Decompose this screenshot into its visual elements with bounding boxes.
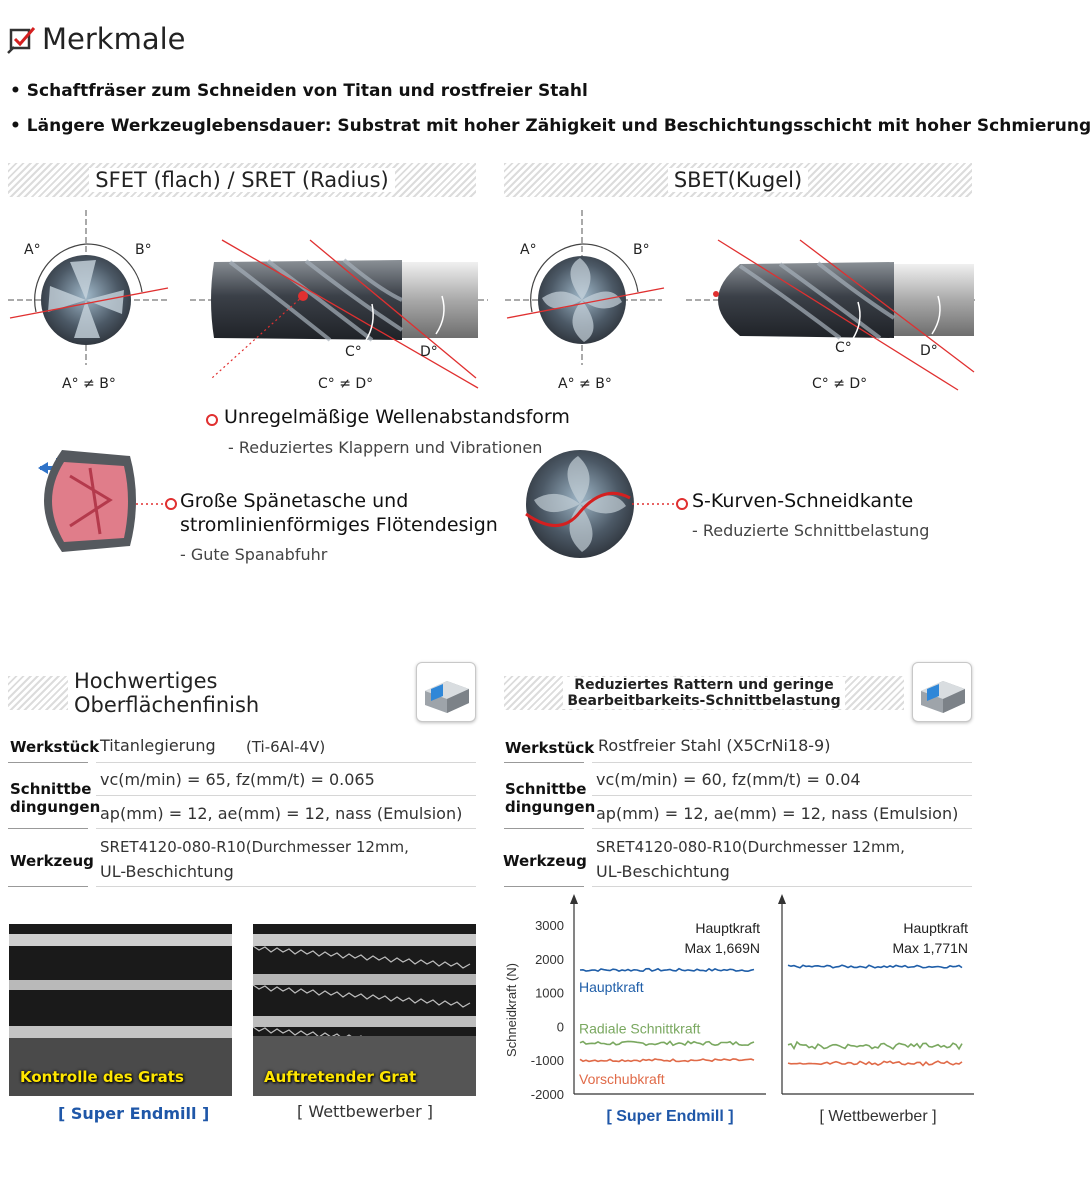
right-werkzeug-label: Werkzeug xyxy=(503,852,587,870)
page-title: Merkmale xyxy=(42,22,186,56)
y-tick-label: -2000 xyxy=(530,1087,564,1102)
divider xyxy=(8,828,88,829)
label-super-endmill-photo: [ Super Endmill ] xyxy=(58,1104,210,1123)
callout-dot-scurve xyxy=(676,498,688,510)
s-curve-illustration xyxy=(526,450,684,558)
divider xyxy=(8,886,88,887)
photo-caption-competitor: Auftretender Grat xyxy=(264,1068,417,1086)
left-schnitt-label-1: Schnittbe xyxy=(10,780,92,798)
y-axis-label: Schneidkraft (N) xyxy=(504,963,519,1057)
divider xyxy=(592,795,972,796)
series-line-vorschubkraft xyxy=(788,1061,962,1065)
workpiece-block-icon xyxy=(913,663,971,721)
left-schnitt-value-2: ap(mm) = 12, ae(mm) = 12, nass (Emulsion) xyxy=(100,804,463,823)
left-werkzeug-value-2: UL-Beschichtung xyxy=(100,862,234,881)
y-tick-label: -1000 xyxy=(530,1053,564,1069)
left-schnitt-value-1: vc(m/min) = 65, fz(mm/t) = 0.065 xyxy=(100,770,375,789)
annotation-hauptkraft: Hauptkraft xyxy=(695,920,760,936)
right-schnitt-label-2: dingungen xyxy=(505,798,596,816)
chart-panel-label: [ Wettbewerber ] xyxy=(819,1108,937,1125)
feature-wave-sub: - Reduziertes Klappern und Vibrationen xyxy=(228,438,543,457)
banner-chatter-line-2: Bearbeitbarkeits-Schnittbelastung xyxy=(567,693,841,709)
feature-bullet-2: • Längere Werkzeuglebensdauer: Substrat mit hoher Zähigkeit und Beschichtungsschicht mit hoher Schmierung xyxy=(10,116,1091,136)
divider xyxy=(592,762,972,763)
y-tick-label: 1000 xyxy=(535,985,564,1001)
label-c-left: C° xyxy=(345,344,362,360)
y-tick-label: 0 xyxy=(556,1019,564,1035)
sfet-side-view xyxy=(190,240,488,388)
workpiece-icon-box-left xyxy=(416,662,476,722)
divider xyxy=(592,828,972,829)
callout-dot-pocket xyxy=(165,498,177,510)
sbet-end-view xyxy=(505,210,664,365)
y-tick-label: 3000 xyxy=(535,918,564,933)
banner-sbet: SBET(Kugel) xyxy=(504,163,972,197)
chip-pocket-illustration xyxy=(38,450,176,552)
banner-chatter xyxy=(504,676,904,710)
label-b-left: B° xyxy=(135,242,152,258)
left-schnitt-label-2: dingungen xyxy=(10,798,101,816)
divider xyxy=(96,828,476,829)
y-axis-arrow xyxy=(570,894,578,904)
series-line-radiale-schnittkraft xyxy=(788,1042,962,1049)
label-cd-neq-right: C° ≠ D° xyxy=(812,376,868,392)
series-line-vorschubkraft xyxy=(580,1059,754,1062)
label-d-right: D° xyxy=(920,343,938,359)
feature-scurve-sub: - Reduzierte Schnittbelastung xyxy=(692,521,930,540)
feature-scurve-title: S-Kurven-Schneidkante xyxy=(692,490,914,512)
series-line-radiale-schnittkraft xyxy=(580,1041,754,1045)
banner-chatter-line-1: Reduziertes Rattern und geringe xyxy=(574,677,834,693)
feature-bullet-1: • Schaftfräser zum Schneiden von Titan und rostfreier Stahl xyxy=(10,81,588,101)
series-line-hauptkraft xyxy=(788,965,962,968)
label-ab-neq-right: A° ≠ B° xyxy=(558,376,612,392)
right-schnitt-label-1: Schnittbe xyxy=(505,780,587,798)
right-werkstueck-value: Rostfreier Stahl (X5CrNi18-9) xyxy=(598,736,831,755)
section-header xyxy=(8,22,186,56)
banner-chatter-text xyxy=(563,677,844,709)
checkbox-check-icon xyxy=(8,25,36,53)
divider xyxy=(96,886,476,887)
legend-label-vorschubkraft: Vorschubkraft xyxy=(579,1071,665,1088)
divider xyxy=(504,886,584,887)
feature-pocket-title-2: stromlinienförmiges Flötendesign xyxy=(180,514,498,536)
label-d-left: D° xyxy=(420,344,438,360)
label-a-right: A° xyxy=(520,242,537,258)
feature-wave-title: Unregelmäßige Wellenabstandsform xyxy=(224,406,570,428)
right-werkzeug-value-2: UL-Beschichtung xyxy=(596,862,730,881)
legend-label-hauptkraft: Hauptkraft xyxy=(579,978,644,995)
label-a-left: A° xyxy=(24,242,41,258)
callout-dot-wave xyxy=(206,414,218,426)
photo-caption-super: Kontrolle des Grats xyxy=(20,1068,184,1086)
annotation-hauptkraft: Hauptkraft xyxy=(903,920,968,936)
annotation-max-force: Max 1,771N xyxy=(892,940,968,956)
divider xyxy=(96,795,476,796)
banner-sfet-sret: SFET (flach) / SRET (Radius) xyxy=(8,163,476,197)
feature-pocket-title-1: Große Spänetasche und xyxy=(180,490,409,512)
divider xyxy=(504,828,584,829)
left-werkzeug-label: Werkzeug xyxy=(10,852,94,870)
label-cd-neq-left: C° ≠ D° xyxy=(318,376,374,392)
divider xyxy=(96,762,476,763)
divider xyxy=(592,886,972,887)
sfet-end-view xyxy=(8,210,168,365)
legend-label-radiale-schnittkraft: Radiale Schnittkraft xyxy=(579,1020,701,1037)
workpiece-block-icon xyxy=(417,663,475,721)
y-axis-arrow xyxy=(778,894,786,904)
sbet-side-view xyxy=(686,240,975,390)
label-b-right: B° xyxy=(633,242,650,258)
left-werkstueck-extra: (Ti-6Al-4V) xyxy=(246,738,326,756)
y-tick-label: 2000 xyxy=(535,951,564,967)
left-werkzeug-value-1: SRET4120-080-R10(Durchmesser 12mm, xyxy=(100,838,409,856)
right-werkstueck-label: Werkstück xyxy=(505,739,595,757)
workpiece-icon-box-right xyxy=(912,662,972,722)
right-schnitt-value-2: ap(mm) = 12, ae(mm) = 12, nass (Emulsion) xyxy=(596,804,959,823)
banner-surface-finish: Hochwertiges Oberflächenfinish xyxy=(8,676,408,710)
annotation-max-force: Max 1,669N xyxy=(684,940,760,956)
left-werkstueck-value: Titanlegierung xyxy=(100,736,216,755)
feature-pocket-sub: - Gute Spanabfuhr xyxy=(180,545,328,564)
cutting-force-chart xyxy=(496,890,980,1130)
right-schnitt-value-1: vc(m/min) = 60, fz(mm/t) = 0.04 xyxy=(596,770,861,789)
series-line-hauptkraft xyxy=(580,969,754,972)
label-c-right: C° xyxy=(835,340,852,356)
divider xyxy=(8,762,88,763)
right-werkzeug-value-1: SRET4120-080-R10(Durchmesser 12mm, xyxy=(596,838,905,856)
label-competitor-photo: [ Wettbewerber ] xyxy=(297,1102,434,1121)
divider xyxy=(504,762,584,763)
label-ab-neq-left: A° ≠ B° xyxy=(62,376,116,392)
chart-panel-label: [ Super Endmill ] xyxy=(606,1108,734,1125)
left-werkstueck-label: Werkstück xyxy=(10,738,100,756)
